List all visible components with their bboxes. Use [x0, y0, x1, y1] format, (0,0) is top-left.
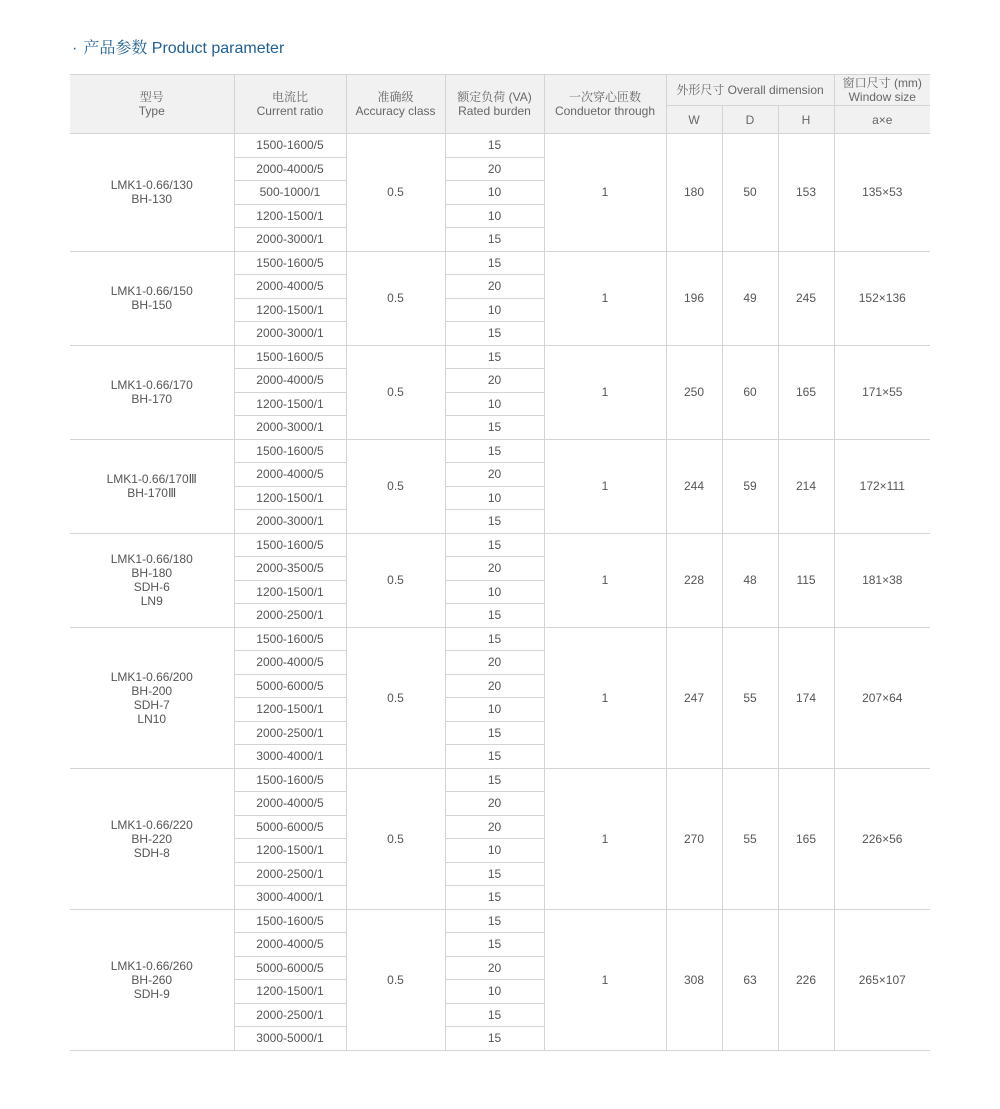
rated-burden-cell: 20	[445, 369, 544, 393]
rated-burden-cell: 20	[445, 674, 544, 698]
rated-burden-cell: 15	[445, 345, 544, 369]
window-size-cell: 171×55	[834, 345, 930, 439]
model-name: LMK1-0.66/150	[110, 284, 193, 298]
model-cell	[70, 533, 234, 627]
model-cell	[70, 439, 234, 533]
header-type: 型号 Type	[70, 75, 234, 134]
model-name: BH-220	[131, 831, 173, 846]
header-d: D	[722, 106, 778, 134]
accuracy-class-cell: 0.5	[346, 439, 445, 533]
header-current-ratio: 电流比 Current ratio	[234, 75, 346, 134]
current-ratio-cell: 5000-6000/5	[234, 956, 346, 980]
rated-burden-cell: 15	[445, 745, 544, 769]
current-ratio-cell: 2000-2500/1	[234, 721, 346, 745]
conductor-through-cell: 1	[544, 345, 666, 439]
table-body	[70, 134, 930, 1051]
current-ratio-cell: 2000-2500/1	[234, 604, 346, 628]
current-ratio-cell: 1500-1600/5	[234, 134, 346, 158]
model-cell	[70, 134, 234, 252]
dimension-d-cell: 60	[722, 345, 778, 439]
current-ratio-cell: 1200-1500/1	[234, 298, 346, 322]
rated-burden-cell: 15	[445, 439, 544, 463]
section-title	[72, 38, 284, 60]
table-row	[70, 627, 930, 651]
dimension-d-cell: 50	[722, 134, 778, 252]
model-name: LMK1-0.66/200	[110, 669, 193, 684]
header-w: W	[666, 106, 722, 134]
current-ratio-cell: 1200-1500/1	[234, 392, 346, 416]
accuracy-class-cell: 0.5	[346, 134, 445, 252]
current-ratio-cell: 1500-1600/5	[234, 768, 346, 792]
model-name: LN9	[140, 594, 163, 608]
dimension-w-cell: 228	[666, 533, 722, 627]
dimension-h-cell: 165	[778, 345, 834, 439]
dimension-w-cell: 180	[666, 134, 722, 252]
current-ratio-cell: 1500-1600/5	[234, 439, 346, 463]
rated-burden-cell: 20	[445, 815, 544, 839]
rated-burden-cell: 10	[445, 204, 544, 228]
header-overall-dimension: 外形尺寸 Overall dimension	[666, 75, 834, 106]
model-name: BH-170Ⅲ	[127, 486, 177, 500]
dimension-h-cell: 214	[778, 439, 834, 533]
accuracy-class-cell: 0.5	[346, 768, 445, 909]
header-h: H	[778, 106, 834, 134]
dimension-w-cell: 247	[666, 627, 722, 768]
rated-burden-cell: 10	[445, 298, 544, 322]
model-name: SDH-7	[133, 697, 170, 712]
rated-burden-cell: 20	[445, 956, 544, 980]
window-size-cell: 207×64	[834, 627, 930, 768]
rated-burden-cell: 15	[445, 533, 544, 557]
window-size-cell: 135×53	[834, 134, 930, 252]
current-ratio-cell: 1500-1600/5	[234, 251, 346, 275]
model-name: BH-180	[131, 566, 173, 580]
current-ratio-cell: 2000-4000/5	[234, 651, 346, 675]
rated-burden-cell: 15	[445, 251, 544, 275]
current-ratio-cell: 3000-4000/1	[234, 886, 346, 910]
rated-burden-cell: 15	[445, 510, 544, 534]
current-ratio-cell: 5000-6000/5	[234, 815, 346, 839]
accuracy-class-cell: 0.5	[346, 909, 445, 1050]
current-ratio-cell: 2000-3000/1	[234, 416, 346, 440]
current-ratio-cell: 1200-1500/1	[234, 980, 346, 1004]
rated-burden-cell: 20	[445, 157, 544, 181]
model-name: BH-260	[131, 972, 173, 987]
window-size-cell: 181×38	[834, 533, 930, 627]
accuracy-class-cell: 0.5	[346, 251, 445, 345]
rated-burden-cell: 10	[445, 698, 544, 722]
model-cell	[70, 909, 234, 1050]
model-cell	[70, 627, 234, 768]
rated-burden-cell: 15	[445, 228, 544, 252]
model-name: LMK1-0.66/130	[110, 178, 193, 193]
current-ratio-cell: 2000-4000/5	[234, 369, 346, 393]
rated-burden-cell: 20	[445, 651, 544, 675]
table-row	[70, 533, 930, 557]
window-size-cell: 265×107	[834, 909, 930, 1050]
table-row	[70, 768, 930, 792]
current-ratio-cell: 1200-1500/1	[234, 698, 346, 722]
rated-burden-cell: 15	[445, 909, 544, 933]
model-name: LN10	[137, 711, 167, 726]
current-ratio-cell: 500-1000/1	[234, 181, 346, 205]
dimension-h-cell: 245	[778, 251, 834, 345]
table-row	[70, 345, 930, 369]
current-ratio-cell: 2000-4000/5	[234, 275, 346, 299]
current-ratio-cell: 2000-4000/5	[234, 463, 346, 487]
current-ratio-cell: 5000-6000/5	[234, 674, 346, 698]
model-name: BH-200	[131, 683, 173, 698]
rated-burden-cell: 10	[445, 392, 544, 416]
dimension-h-cell: 153	[778, 134, 834, 252]
current-ratio-cell: 1500-1600/5	[234, 909, 346, 933]
rated-burden-cell: 10	[445, 980, 544, 1004]
model-name: BH-150	[131, 298, 173, 312]
table-row	[70, 134, 930, 158]
rated-burden-cell: 15	[445, 1003, 544, 1027]
header-rated-burden: 额定负荷 (VA) Rated burden	[445, 75, 544, 134]
dimension-d-cell: 55	[722, 768, 778, 909]
dimension-h-cell: 165	[778, 768, 834, 909]
model-name: BH-130	[131, 192, 173, 207]
dimension-d-cell: 55	[722, 627, 778, 768]
header-accuracy-class: 准确级 Accuracy class	[346, 75, 445, 134]
dimension-d-cell: 63	[722, 909, 778, 1050]
rated-burden-cell: 20	[445, 275, 544, 299]
current-ratio-cell: 1200-1500/1	[234, 204, 346, 228]
model-name: LMK1-0.66/170Ⅲ	[106, 472, 197, 486]
model-name: LMK1-0.66/180	[110, 552, 193, 566]
conductor-through-cell: 1	[544, 533, 666, 627]
current-ratio-cell: 2000-2500/1	[234, 1003, 346, 1027]
current-ratio-cell: 1500-1600/5	[234, 533, 346, 557]
accuracy-class-cell: 0.5	[346, 533, 445, 627]
current-ratio-cell: 1200-1500/1	[234, 486, 346, 510]
conductor-through-cell: 1	[544, 768, 666, 909]
conductor-through-cell: 1	[544, 627, 666, 768]
dimension-h-cell: 226	[778, 909, 834, 1050]
table-row	[70, 439, 930, 463]
header-axe: a×e	[834, 106, 930, 134]
model-cell	[70, 345, 234, 439]
current-ratio-cell: 1500-1600/5	[234, 345, 346, 369]
rated-burden-cell: 15	[445, 627, 544, 651]
accuracy-class-cell: 0.5	[346, 627, 445, 768]
rated-burden-cell: 10	[445, 486, 544, 510]
window-size-cell: 172×111	[834, 439, 930, 533]
current-ratio-cell: 2000-4000/5	[234, 933, 346, 957]
rated-burden-cell: 20	[445, 792, 544, 816]
dimension-w-cell: 244	[666, 439, 722, 533]
current-ratio-cell: 3000-5000/1	[234, 1027, 346, 1051]
window-size-cell: 226×56	[834, 768, 930, 909]
current-ratio-cell: 3000-4000/1	[234, 745, 346, 769]
current-ratio-cell: 1200-1500/1	[234, 839, 346, 863]
conductor-through-cell: 1	[544, 909, 666, 1050]
current-ratio-cell: 1200-1500/1	[234, 580, 346, 604]
model-name: LMK1-0.66/220	[110, 817, 193, 832]
model-name: LMK1-0.66/170	[110, 378, 193, 392]
model-name: SDH-6	[133, 580, 170, 594]
model-name: BH-170	[131, 392, 173, 406]
title-text: 产品参数 Product parameter	[83, 40, 285, 57]
rated-burden-cell: 15	[445, 1027, 544, 1051]
rated-burden-cell: 15	[445, 862, 544, 886]
rated-burden-cell: 15	[445, 768, 544, 792]
dimension-h-cell: 174	[778, 627, 834, 768]
current-ratio-cell: 2000-2500/1	[234, 862, 346, 886]
table-row	[70, 251, 930, 275]
dimension-d-cell: 59	[722, 439, 778, 533]
rated-burden-cell: 15	[445, 886, 544, 910]
title-bullet: ·	[72, 40, 78, 57]
current-ratio-cell: 2000-4000/5	[234, 792, 346, 816]
product-parameter-table	[70, 74, 930, 1051]
dimension-w-cell: 250	[666, 345, 722, 439]
header-window-size: 窗口尺寸 (mm) Window size	[834, 75, 930, 106]
rated-burden-cell: 20	[445, 557, 544, 581]
current-ratio-cell: 1500-1600/5	[234, 627, 346, 651]
rated-burden-cell: 15	[445, 604, 544, 628]
current-ratio-cell: 2000-3000/1	[234, 510, 346, 534]
dimension-w-cell: 196	[666, 251, 722, 345]
current-ratio-cell: 2000-3000/1	[234, 322, 346, 346]
current-ratio-cell: 2000-4000/5	[234, 157, 346, 181]
rated-burden-cell: 20	[445, 463, 544, 487]
rated-burden-cell: 10	[445, 181, 544, 205]
rated-burden-cell: 15	[445, 933, 544, 957]
dimension-d-cell: 49	[722, 251, 778, 345]
header-conductor-through: 一次穿心匝数 Conduetor through	[544, 75, 666, 134]
conductor-through-cell: 1	[544, 439, 666, 533]
model-name: LMK1-0.66/260	[110, 958, 193, 973]
dimension-h-cell: 115	[778, 533, 834, 627]
rated-burden-cell: 15	[445, 322, 544, 346]
window-size-cell: 152×136	[834, 251, 930, 345]
rated-burden-cell: 15	[445, 721, 544, 745]
rated-burden-cell: 15	[445, 416, 544, 440]
conductor-through-cell: 1	[544, 134, 666, 252]
table-row	[70, 909, 930, 933]
dimension-w-cell: 270	[666, 768, 722, 909]
model-cell	[70, 768, 234, 909]
rated-burden-cell: 10	[445, 580, 544, 604]
model-name: SDH-8	[133, 845, 170, 860]
dimension-d-cell: 48	[722, 533, 778, 627]
model-name: SDH-9	[133, 986, 170, 1001]
model-cell	[70, 251, 234, 345]
conductor-through-cell: 1	[544, 251, 666, 345]
dimension-w-cell: 308	[666, 909, 722, 1050]
current-ratio-cell: 2000-3500/5	[234, 557, 346, 581]
rated-burden-cell: 10	[445, 839, 544, 863]
current-ratio-cell: 2000-3000/1	[234, 228, 346, 252]
rated-burden-cell: 15	[445, 134, 544, 158]
accuracy-class-cell: 0.5	[346, 345, 445, 439]
